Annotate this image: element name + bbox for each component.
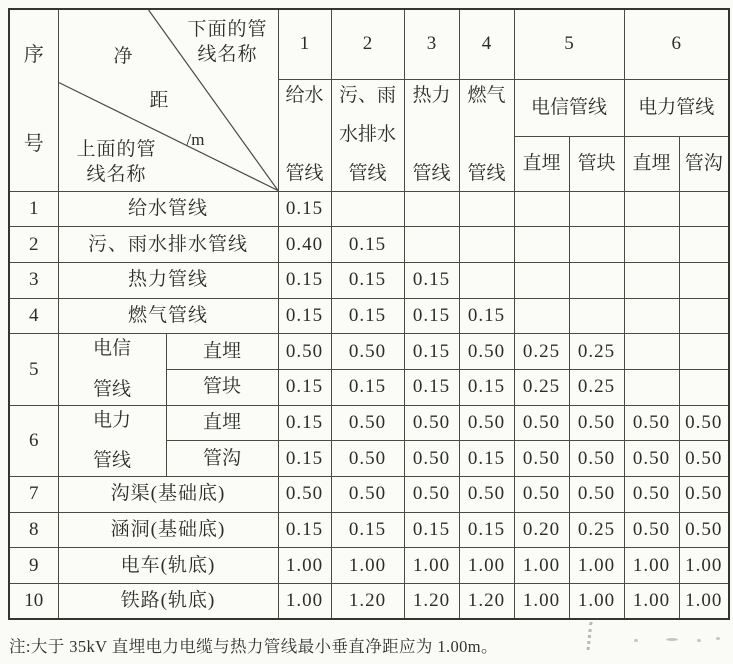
value-cell: 0.15: [331, 369, 404, 405]
value-cell: 1.00: [679, 548, 729, 584]
row-number-cell: 9: [9, 548, 58, 584]
table-row: [9, 405, 729, 441]
col-header-water: [278, 79, 331, 191]
sub-header-power-trench: 管沟: [679, 136, 729, 191]
scan-artifact: [666, 638, 678, 641]
value-cell: 1.00: [624, 584, 679, 620]
scan-artifact: [587, 622, 593, 650]
value-cell: 0.25: [514, 369, 569, 405]
value-cell: [679, 227, 729, 263]
scan-artifact: [634, 639, 638, 642]
value-cell: 0.50: [404, 477, 459, 513]
group-label-cell: [58, 405, 166, 476]
row-label-cell: 污、雨水排水管线: [58, 227, 278, 263]
col-number: 6: [624, 9, 729, 79]
row-number-cell: 7: [9, 477, 58, 513]
value-cell: [624, 298, 679, 334]
value-cell: 0.50: [569, 441, 624, 477]
row-number-cell: 5: [9, 334, 58, 405]
value-cell: 0.15: [404, 369, 459, 405]
sub-header-telecom-buried: 直埋: [514, 136, 569, 191]
value-cell: 0.15: [459, 512, 514, 548]
value-cell: 0.15: [278, 262, 331, 298]
row-label-cell: 燃气管线: [58, 298, 278, 334]
value-cell: 0.15: [459, 441, 514, 477]
diagonal-label-unit: /m: [186, 130, 205, 149]
value-cell: [569, 262, 624, 298]
value-cell: 0.15: [459, 298, 514, 334]
row-number-cell: 2: [9, 227, 58, 263]
value-cell: 0.15: [404, 262, 459, 298]
value-cell: 0.15: [278, 512, 331, 548]
table-row: [9, 584, 729, 620]
row-label-cell: 给水管线: [58, 191, 278, 227]
value-cell: [404, 227, 459, 263]
value-cell: 0.50: [331, 477, 404, 513]
sub-row-label-cell: 直埋: [166, 405, 278, 441]
header-diagonal-cell: [58, 9, 278, 191]
header-line: 污、雨: [338, 85, 396, 106]
value-cell: [569, 227, 624, 263]
value-cell: 0.15: [459, 369, 514, 405]
value-cell: [679, 298, 729, 334]
value-cell: 0.50: [459, 405, 514, 441]
value-cell: [459, 227, 514, 263]
row-number-cell: 8: [9, 512, 58, 548]
col-header-power: 电力管线: [624, 79, 729, 136]
value-cell: 0.50: [404, 405, 459, 441]
value-cell: 1.00: [569, 548, 624, 584]
value-cell: 1.00: [278, 548, 331, 584]
col-header-gas: [459, 79, 514, 191]
value-cell: 0.50: [331, 405, 404, 441]
table-row: [9, 262, 729, 298]
col-header-sewage: [331, 79, 404, 191]
row-label-cell: 热力管线: [58, 262, 278, 298]
diagonal-label-clearance-2: 距: [149, 90, 169, 111]
value-cell: 0.50: [514, 477, 569, 513]
value-cell: 1.00: [514, 584, 569, 620]
row-number-cell: 10: [9, 584, 58, 620]
group-label-line: 电信: [92, 338, 131, 360]
value-cell: 0.50: [331, 441, 404, 477]
value-cell: 0.50: [624, 477, 679, 513]
sub-row-label-cell: 管沟: [166, 441, 278, 477]
value-cell: [514, 191, 569, 227]
value-cell: 0.50: [679, 512, 729, 548]
header-line: 燃气: [467, 85, 506, 106]
value-cell: [624, 369, 679, 405]
value-cell: [514, 227, 569, 263]
value-cell: [459, 191, 514, 227]
group-label-line: 电力: [92, 409, 131, 431]
sub-row-label-cell: 管块: [166, 369, 278, 405]
value-cell: [679, 334, 729, 370]
value-cell: [514, 262, 569, 298]
value-cell: 1.20: [404, 584, 459, 620]
value-cell: [624, 334, 679, 370]
value-cell: 1.00: [514, 548, 569, 584]
value-cell: [679, 369, 729, 405]
table-row: [9, 477, 729, 513]
value-cell: 0.50: [569, 405, 624, 441]
value-cell: 0.50: [679, 405, 729, 441]
value-cell: 0.50: [679, 441, 729, 477]
value-cell: 0.15: [331, 298, 404, 334]
value-cell: 1.20: [459, 584, 514, 620]
value-cell: 0.50: [624, 405, 679, 441]
scan-artifact: [716, 637, 720, 640]
diagonal-label-clearance-1: 净: [113, 46, 133, 67]
seq-bottom: 号: [23, 133, 44, 156]
row-label-cell: 电车(轨底): [58, 548, 278, 584]
value-cell: 0.50: [679, 477, 729, 513]
header-line: 热力: [412, 85, 451, 106]
group-label-cell: [58, 334, 166, 405]
value-cell: 0.50: [278, 477, 331, 513]
header-line: 给水: [285, 85, 324, 106]
col-header-heat: [404, 79, 459, 191]
value-cell: 1.00: [459, 548, 514, 584]
diagonal-label-below: [181, 17, 275, 67]
table-row: [9, 191, 729, 227]
diagonal-label-below-line1: 下面的管: [187, 19, 268, 40]
header-row-numbers: [9, 9, 729, 79]
header-line: 水排水: [338, 124, 396, 146]
value-cell: 0.50: [624, 441, 679, 477]
value-cell: 0.15: [404, 334, 459, 370]
table-row: [9, 227, 729, 263]
seq-top: 序: [23, 44, 44, 67]
value-cell: 0.20: [514, 512, 569, 548]
row-number-cell: 4: [9, 298, 58, 334]
sub-header-power-buried: 直埋: [624, 136, 679, 191]
value-cell: 0.50: [624, 512, 679, 548]
col-number: 3: [404, 9, 459, 79]
value-cell: 1.00: [679, 584, 729, 620]
table-row: [9, 512, 729, 548]
value-cell: 0.25: [569, 334, 624, 370]
value-cell: [569, 298, 624, 334]
diagonal-label-above: [65, 137, 169, 187]
value-cell: 0.50: [459, 334, 514, 370]
diagonal-label-above-line1: 上面的管: [76, 138, 157, 160]
table-row: [9, 298, 729, 334]
header-line: 管线: [412, 163, 451, 185]
group-label-line: 管线: [92, 378, 131, 400]
value-cell: [331, 191, 404, 227]
diagonal-label-below-line2: 线名称: [197, 44, 258, 65]
value-cell: [459, 262, 514, 298]
value-cell: [624, 262, 679, 298]
col-header-telecom: 电信管线: [514, 79, 624, 136]
header-line: 管线: [285, 163, 324, 185]
value-cell: 0.50: [459, 477, 514, 513]
value-cell: 1.20: [331, 584, 404, 620]
value-cell: 0.50: [278, 334, 331, 370]
value-cell: 1.00: [331, 548, 404, 584]
col-number: 5: [514, 9, 624, 79]
value-cell: 0.50: [404, 441, 459, 477]
diagonal-label-above-line2: 线名称: [86, 163, 147, 185]
row-number-cell: 6: [9, 405, 58, 476]
value-cell: 1.00: [624, 548, 679, 584]
value-cell: 0.25: [569, 512, 624, 548]
sub-header-telecom-duct: 管块: [569, 136, 624, 191]
row-number-cell: 3: [9, 262, 58, 298]
col-number: 1: [278, 9, 331, 79]
value-cell: 1.00: [569, 584, 624, 620]
value-cell: 0.15: [278, 191, 331, 227]
row-label-cell: 沟渠(基础底): [58, 477, 278, 513]
row-label-cell: 涵洞(基础底): [58, 512, 278, 548]
value-cell: 0.50: [569, 477, 624, 513]
value-cell: [514, 298, 569, 334]
header-seq-cell: [9, 9, 58, 191]
value-cell: 0.15: [404, 298, 459, 334]
row-number-cell: 1: [9, 191, 58, 227]
value-cell: 0.40: [278, 227, 331, 263]
seq-label: [10, 44, 58, 156]
value-cell: 0.25: [514, 334, 569, 370]
value-cell: [679, 191, 729, 227]
value-cell: 0.25: [569, 369, 624, 405]
value-cell: [569, 191, 624, 227]
value-cell: 0.15: [331, 227, 404, 263]
value-cell: [624, 227, 679, 263]
value-cell: 0.15: [404, 512, 459, 548]
value-cell: [679, 262, 729, 298]
table-row: [9, 334, 729, 370]
header-line: 管线: [467, 163, 506, 185]
table-row: [9, 548, 729, 584]
pipeline-clearance-table: [8, 8, 730, 620]
group-label-line: 管线: [92, 449, 131, 471]
col-number: 4: [459, 9, 514, 79]
value-cell: 0.15: [331, 512, 404, 548]
col-number: 2: [331, 9, 404, 79]
value-cell: 0.15: [278, 298, 331, 334]
value-cell: 0.50: [514, 405, 569, 441]
value-cell: 0.50: [331, 334, 404, 370]
value-cell: 1.00: [404, 548, 459, 584]
value-cell: 0.15: [278, 441, 331, 477]
value-cell: 1.00: [278, 584, 331, 620]
value-cell: 0.50: [514, 441, 569, 477]
row-label-cell: 铁路(轨底): [58, 584, 278, 620]
value-cell: 0.15: [278, 405, 331, 441]
scan-artifact: [697, 639, 701, 642]
value-cell: [624, 191, 679, 227]
header-line: 管线: [348, 163, 387, 185]
value-cell: [404, 191, 459, 227]
footnote: 注:大于 35kV 直埋电力电缆与热力管线最小垂直净距应为 1.00m。: [9, 637, 498, 656]
sub-row-label-cell: 直埋: [166, 334, 278, 370]
value-cell: 0.15: [278, 369, 331, 405]
value-cell: 0.15: [331, 262, 404, 298]
